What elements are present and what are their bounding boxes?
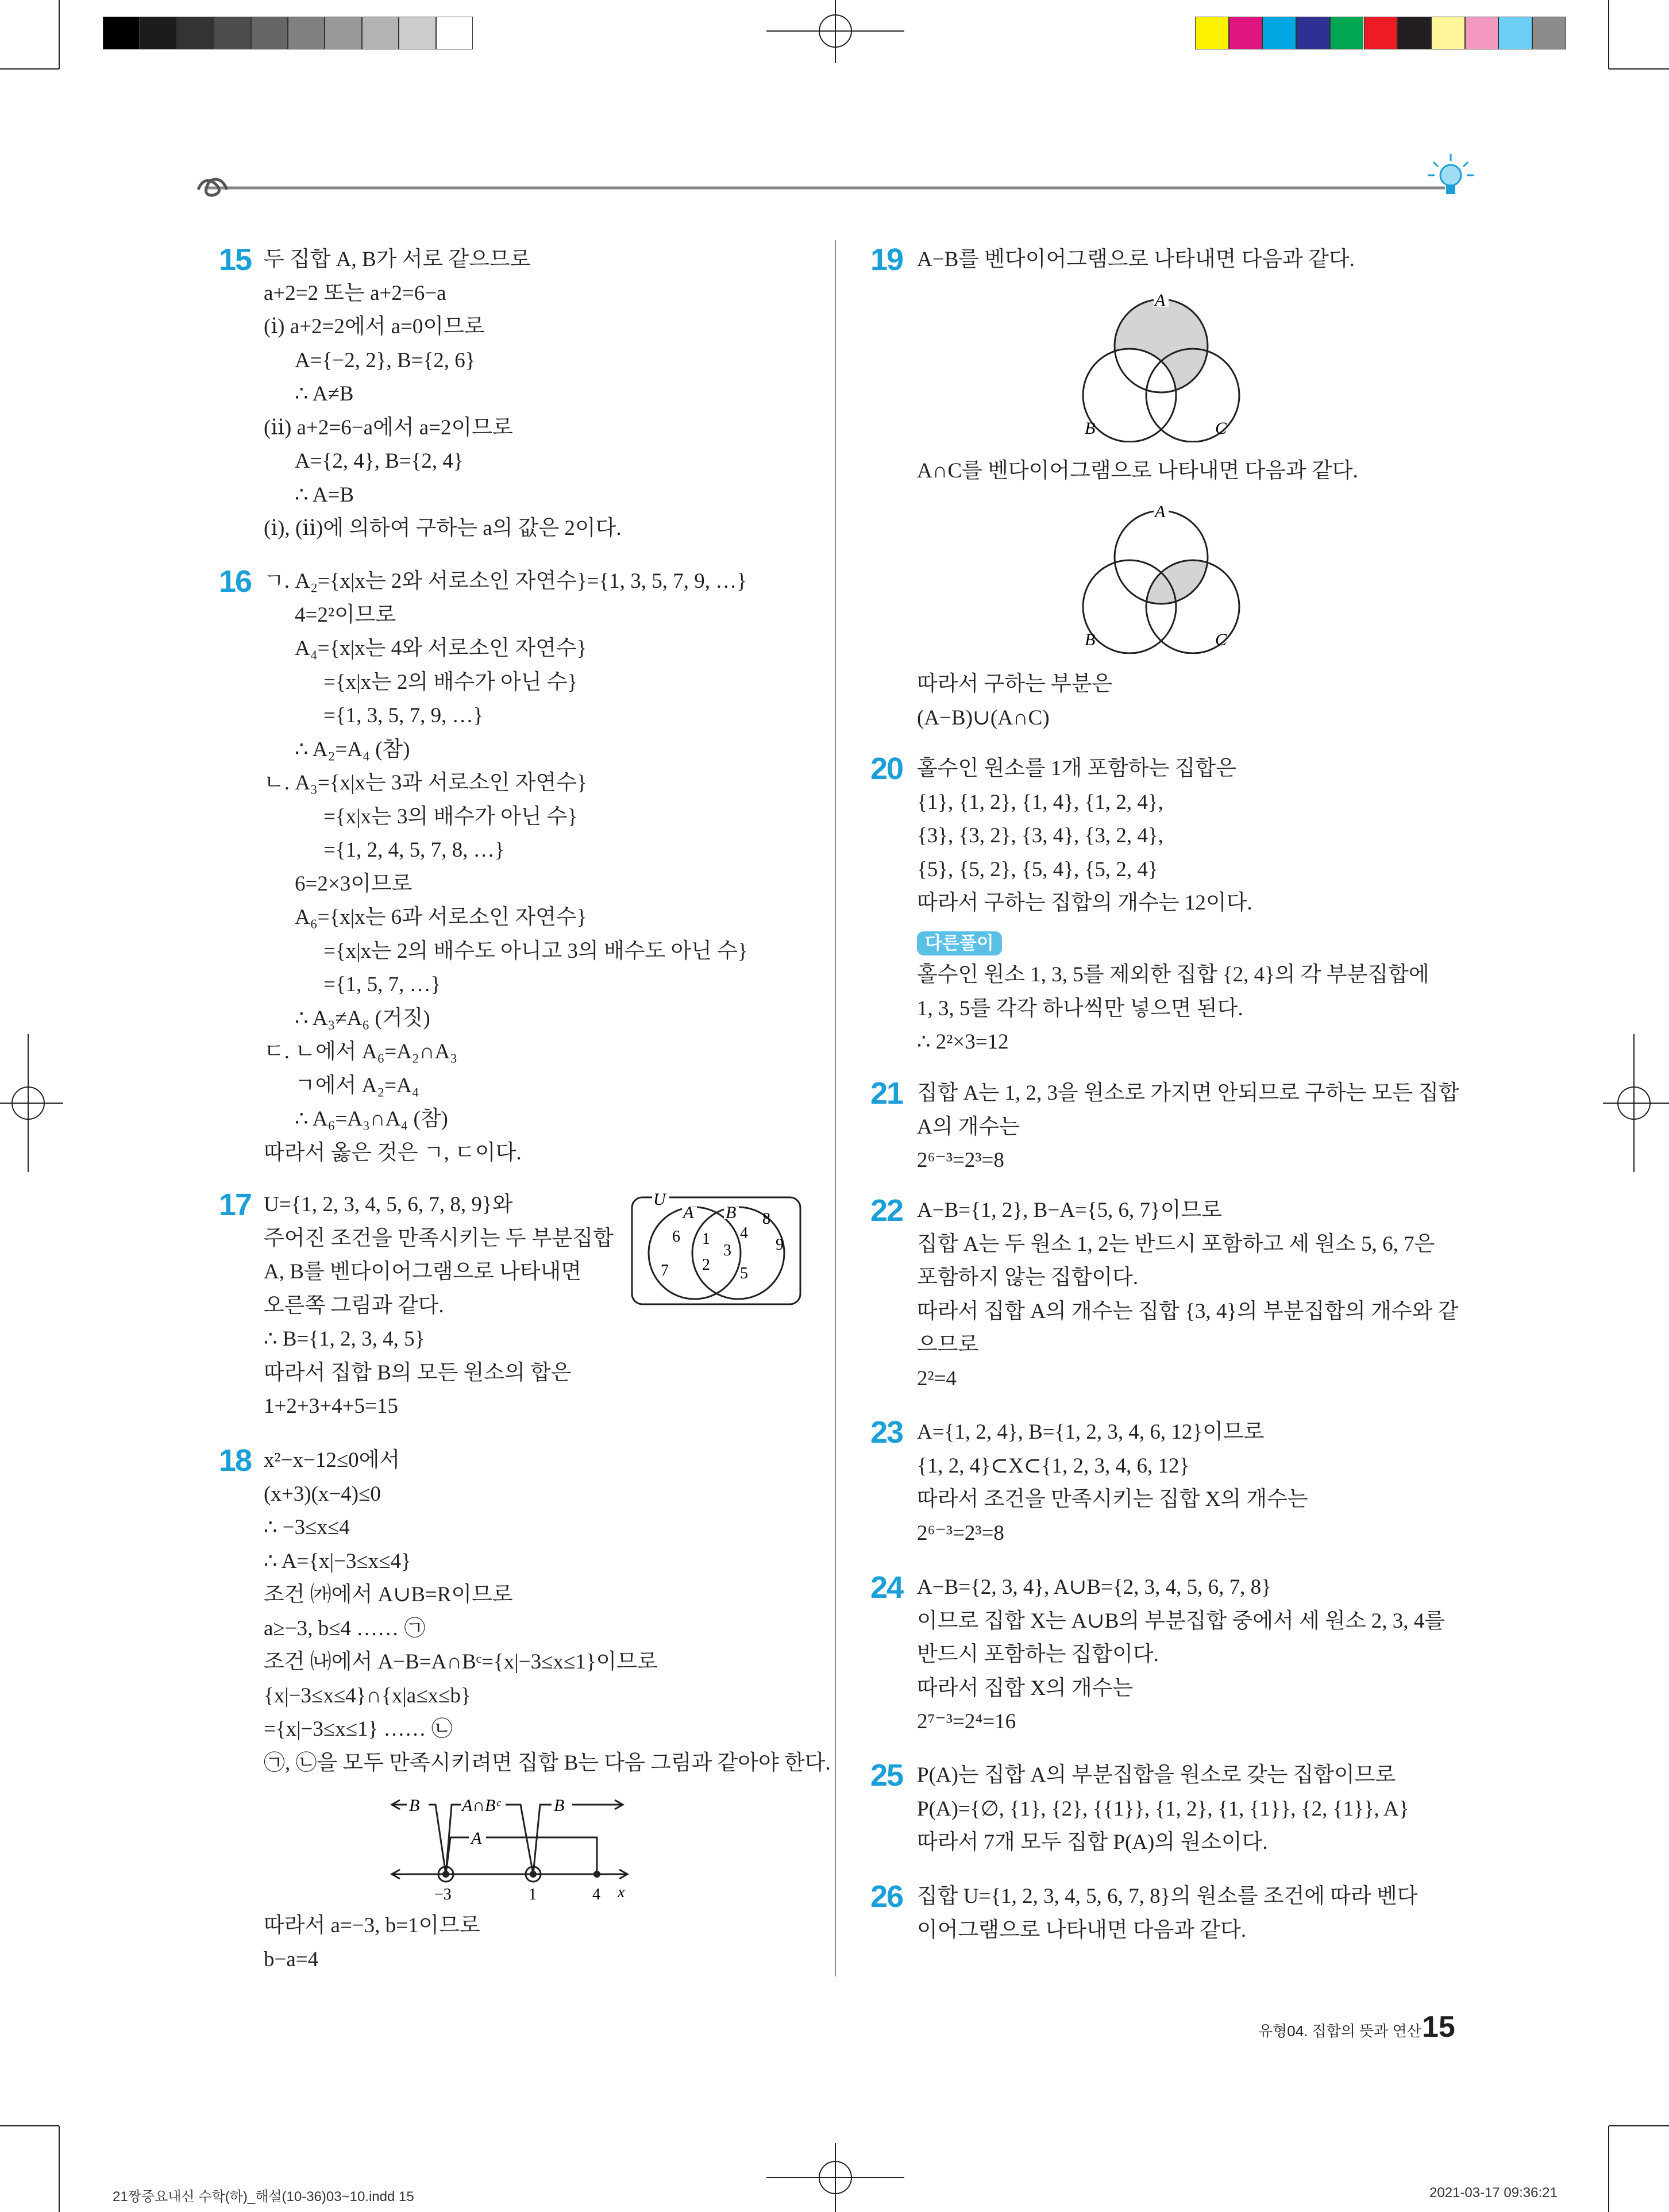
registration-mark-top — [766, 0, 904, 63]
solution-line: (ⅱ) a+2=6−a에서 a=2이므로 — [264, 415, 513, 440]
solution-line: A−B를 벤다이어그램으로 나타내면 다음과 같다. — [917, 248, 1355, 271]
solution-line: ㄷ. ㄴ에서 A₆=A₂∩A₃ — [264, 1040, 458, 1063]
solution-line: A, B를 벤다이어그램으로 나타내면 — [264, 1260, 582, 1284]
solution-line: A−B={2, 3, 4}, A∪B={2, 3, 4, 5, 6, 7, 8} — [917, 1575, 1271, 1599]
set-b-label: B — [1085, 630, 1096, 649]
solution-line: 따라서 구하는 부분은 — [917, 672, 1113, 696]
tick-4: 4 — [592, 1886, 600, 1903]
solution-line: a+2=2 또는 a+2=6−a — [264, 281, 446, 305]
solution-line: 6=2×3이므로 — [295, 872, 413, 896]
solution-line: a≥−3, b≤4 …… ㉠ — [264, 1616, 426, 1640]
solution-line: 따라서 옳은 것은 ㄱ, ㄷ이다. — [264, 1140, 522, 1165]
solution-line: 2⁶⁻³=2³=8 — [917, 1521, 1004, 1545]
solution-line: 주어진 조건을 만족시키는 두 부분집합 — [264, 1226, 614, 1250]
solution-line: (A−B)∪(A∩C) — [917, 706, 1050, 730]
problem-number: 15 — [219, 242, 252, 277]
solution-line: P(A)={∅, {1}, {2}, {{1}}, {1, 2}, {1, {1}}, {2, {1}}, A} — [917, 1797, 1409, 1821]
solution-line: 1+2+3+4+5=15 — [264, 1394, 398, 1418]
print-timestamp: 2021-03-17 09:36:21 — [1429, 2185, 1558, 2201]
solution-line: x²−x−12≤0에서 — [264, 1448, 400, 1472]
solution-line: ={1, 2, 4, 5, 7, 8, …} — [323, 838, 505, 862]
solution-line: 조건 ㈏에서 A−B=A∩Bᶜ={x|−3≤x≤1}이므로 — [264, 1650, 658, 1674]
element-1: 1 — [702, 1230, 710, 1248]
solution-line: 2⁶⁻³=2³=8 — [917, 1149, 1004, 1172]
element-3: 3 — [723, 1242, 731, 1259]
set-b-label: B — [1085, 419, 1096, 438]
solution-line: ∴ A₂=A₄ (참) — [295, 737, 410, 761]
problem-number: 25 — [870, 1758, 903, 1793]
element-5: 5 — [740, 1265, 748, 1282]
set-b-label: B — [726, 1203, 737, 1222]
solution-line: ∴ A₃≠A₆ (거짓) — [295, 1006, 430, 1030]
solution-line: A의 개수는 — [917, 1115, 1020, 1139]
set-c-label: C — [1215, 630, 1227, 649]
solution-line: 집합 A는 두 원소 1, 2는 반드시 포함하고 세 원소 5, 6, 7은 — [917, 1232, 1435, 1256]
solution-line: b−a=4 — [264, 1947, 319, 1971]
solution-line: ∴ A₆=A₃∩A₄ (참) — [295, 1107, 448, 1131]
tick-1: 1 — [529, 1886, 537, 1903]
solution-line: A={−2, 2}, B={2, 6} — [295, 348, 476, 372]
solution-line: 따라서 집합 X의 개수는 — [917, 1676, 1134, 1700]
number-line-diagram-18 — [385, 1787, 638, 1907]
solution-line: 조건 ㈎에서 A∪B=R이므로 — [264, 1583, 513, 1606]
solution-line: A−B={1, 2}, B−A={5, 6, 7}이므로 — [917, 1199, 1223, 1222]
axis-label-x: x — [618, 1883, 625, 1901]
solution-line: ∴ −3≤x≤4 — [264, 1516, 350, 1539]
registration-mark-left — [0, 1034, 63, 1172]
registration-mark-right — [1603, 1034, 1669, 1172]
solution-line: {x|−3≤x≤4}∩{x|a≤x≤b} — [264, 1683, 471, 1708]
solution-line: ={x|x는 2의 배수가 아닌 수} — [323, 670, 578, 694]
solution-line: 두 집합 A, B가 서로 같으므로 — [264, 248, 531, 271]
solution-line: 따라서 조건을 만족시키는 집합 X의 개수는 — [917, 1487, 1308, 1511]
element-6: 6 — [672, 1228, 680, 1246]
section-title: 유형04. 집합의 뜻과 연산 — [1258, 2022, 1421, 2040]
solution-line: {1, 2, 4}⊂X⊂{1, 2, 3, 4, 6, 12} — [917, 1454, 1190, 1478]
a-intersect-b-complement-label: A∩Bᶜ — [462, 1796, 500, 1815]
problem-number: 26 — [870, 1879, 903, 1914]
registration-mark-bottom — [766, 2143, 904, 2212]
venn-diagram-a-minus-b — [1074, 287, 1247, 442]
solution-line: 2²=4 — [917, 1366, 957, 1390]
solution-line: 따라서 a=−3, b=1이므로 — [264, 1914, 480, 1937]
problem-number: 23 — [870, 1415, 903, 1450]
solution-line: ㄱ. A₂={x|x는 2와 서로소인 자연수}={1, 3, 5, 7, 9, …} — [264, 569, 747, 593]
solution-line: (ⅰ) a+2=2에서 a=0이므로 — [264, 315, 485, 338]
universe-label: U — [653, 1190, 666, 1209]
solution-line: ={x|x는 3의 배수가 아닌 수} — [323, 804, 578, 828]
page-number: 15 — [1422, 2010, 1455, 2044]
set-a-label: A — [683, 1203, 694, 1222]
set-a-label: A — [1155, 291, 1166, 310]
solution-line: (ⅰ), (ⅱ)에 의하여 구하는 a의 값은 2이다. — [264, 517, 622, 540]
problem-number: 19 — [870, 242, 903, 277]
solution-line: 이어그램으로 나타내면 다음과 같다. — [917, 1918, 1247, 1942]
solution-line: 홀수인 원소 1, 3, 5를 제외한 집합 {2, 4}의 각 부분집합에 — [917, 963, 1429, 986]
venn-diagram-17 — [629, 1189, 807, 1310]
solution-line: A₄={x|x는 4와 서로소인 자연수} — [295, 637, 587, 660]
solution-line: 홀수인 원소를 1개 포함하는 집합은 — [917, 757, 1236, 780]
element-2: 2 — [702, 1256, 710, 1274]
set-a-label: A — [471, 1829, 482, 1848]
solution-line: 2⁷⁻³=2⁴=16 — [917, 1710, 1016, 1733]
set-c-label: C — [1215, 419, 1227, 438]
solution-line: ={1, 5, 7, …} — [323, 973, 441, 996]
solution-line: 따라서 집합 B의 모든 원소의 합은 — [264, 1361, 572, 1385]
solution-line: ∴ A=B — [295, 483, 354, 507]
solution-line: A={2, 4}, B={2, 4} — [295, 449, 464, 473]
solution-line: U={1, 2, 3, 4, 5, 6, 7, 8, 9}와 — [264, 1193, 513, 1216]
element-7: 7 — [661, 1262, 669, 1280]
solution-line: 이므로 집합 X는 A∪B의 부분집합 중에서 세 원소 2, 3, 4를 — [917, 1609, 1445, 1633]
set-b-right-label: B — [554, 1796, 565, 1815]
file-name: 21짱중요내신 수학(하)_해설(10-36)03~10.indd 15 — [113, 2189, 414, 2205]
problem-number: 17 — [219, 1188, 252, 1222]
set-a-label: A — [1155, 502, 1166, 521]
solution-line: ∴ 2²×3=12 — [917, 1030, 1009, 1054]
solution-line: ={1, 3, 5, 7, 9, …} — [323, 704, 484, 727]
solution-line: A₆={x|x는 6과 서로소인 자연수} — [295, 905, 587, 929]
solution-line: (x+3)(x−4)≤0 — [264, 1482, 381, 1506]
solution-line: 집합 A는 1, 2, 3을 원소로 가지면 안되므로 구하는 모든 집합 — [917, 1081, 1459, 1105]
solution-line: ={x|−3≤x≤1} …… ㉡ — [264, 1717, 453, 1741]
element-8: 8 — [762, 1210, 770, 1228]
problem-number: 24 — [870, 1570, 903, 1605]
solution-line: P(A)는 집합 A의 부분집합을 원소로 갖는 집합이므로 — [917, 1763, 1396, 1787]
solution-line: 오른쪽 그림과 같다. — [264, 1293, 444, 1317]
problem-number: 22 — [870, 1193, 903, 1228]
solution-line: ㄴ. A₃={x|x는 3과 서로소인 자연수} — [264, 771, 587, 795]
solution-line: 으므로 — [917, 1333, 979, 1357]
solution-line: ={x|x는 2의 배수도 아니고 3의 배수도 아닌 수} — [323, 939, 748, 963]
solution-line: ∴ A≠B — [295, 382, 354, 406]
venn-diagram-a-intersect-c — [1074, 499, 1247, 654]
solution-line: {1}, {1, 2}, {1, 4}, {1, 2, 4}, — [917, 790, 1163, 814]
solution-line: 집합 U={1, 2, 3, 4, 5, 6, 7, 8}의 원소를 조건에 따라 벤다 — [917, 1885, 1418, 1908]
solution-line: A={1, 2, 4}, B={1, 2, 3, 4, 6, 12}이므로 — [917, 1420, 1265, 1444]
solution-line: ㉠, ㉡을 모두 만족시키려면 집합 B는 다음 그림과 같아야 한다. — [264, 1751, 831, 1775]
solution-line: {3}, {3, 2}, {3, 4}, {3, 2, 4}, — [917, 824, 1163, 847]
solution-line: 1, 3, 5를 각각 하나씩만 넣으면 된다. — [917, 996, 1243, 1020]
solution-line: ∴ B={1, 2, 3, 4, 5} — [264, 1327, 425, 1351]
solution-line: {5}, {5, 2}, {5, 4}, {5, 2, 4} — [917, 857, 1158, 881]
problem-number: 20 — [870, 752, 903, 786]
problem-number: 18 — [219, 1443, 252, 1478]
solution-line: A∩C를 벤다이어그램으로 나타내면 다음과 같다. — [917, 459, 1358, 483]
solution-line: ㄱ에서 A₂=A₄ — [295, 1073, 419, 1097]
element-9: 9 — [776, 1236, 784, 1254]
solution-line: 4=2²이므로 — [295, 603, 396, 627]
solution-line: 반드시 포함하는 집합이다. — [917, 1643, 1159, 1666]
element-4: 4 — [740, 1224, 748, 1242]
alt-solution-badge: 다른풀이 — [917, 931, 1002, 955]
solution-line: ∴ A={x|−3≤x≤4} — [264, 1549, 411, 1573]
tick-minus-3: −3 — [434, 1886, 452, 1903]
solution-line: 포함하지 않는 집합이다. — [917, 1266, 1139, 1289]
problem-number: 16 — [219, 564, 252, 599]
solution-line: 따라서 구하는 집합의 개수는 12이다. — [917, 891, 1252, 915]
solution-line: 따라서 집합 A의 개수는 집합 {3, 4}의 부분집합의 개수와 같 — [917, 1299, 1459, 1323]
solution-line: 따라서 7개 모두 집합 P(A)의 원소이다. — [917, 1831, 1268, 1854]
problem-number: 21 — [870, 1076, 903, 1111]
header-rule — [198, 179, 1445, 195]
set-b-left-label: B — [409, 1796, 420, 1815]
